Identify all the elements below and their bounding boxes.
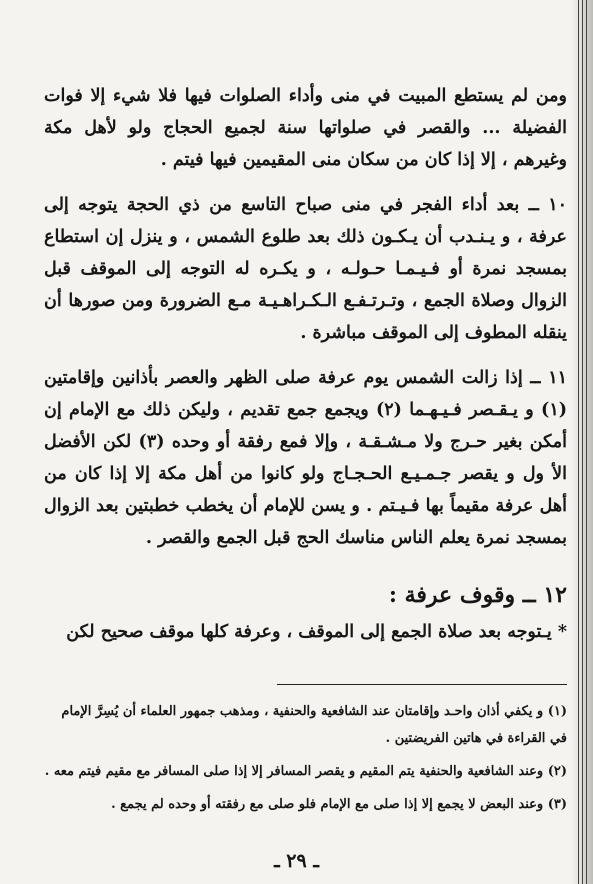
footnote-separator — [277, 684, 567, 685]
paragraph: ١١ ــ إذا زالت الشمس يوم عرفة صلى الظهر والعصر بأذانين وإقامتين (١) و يـقـصر فـيـهـما (٢) ويجمع جمع تقديم ، وليكن ذلك مع الإمام إن أمكن بغير حـرج ولا مـشـقـة ، وإلا فمع رفقة أو وحده (٣) لكن الأفضل الأ ول و يقصر جـمـيـع الحـجـاج ولو كانوا من أهل مكة إلا إذا كان من أهل عرفة مقيماً بها فـيـتم . و يسن للإمام أن يخطب خطبتين بعد الزوال بمسجد نمرة يعلم الناس مناسك الحج قبل الجمع والقصر . — [44, 368, 567, 548]
main-text — [44, 80, 567, 648]
page-edge-line — [578, 0, 579, 884]
footnote: (٢) وعند الشافعية والحنفية يتم المقيم و يقصر المسافر إلا إذا صلى المسافر مع مقيم فيتم معه . — [44, 764, 567, 779]
footnote: (١) و يكفي أذان واحـد وإقامتان عند الشافعية والحنفية ، ومذهب جمهور العلماء أن يُسِرَّ الإمام في القراءة في هاتين الفريضتين . — [61, 704, 567, 746]
section-heading: ١٢ ــ وقوف عرفة : — [388, 582, 567, 608]
page-edge-line — [582, 0, 583, 884]
section-first-line: * يـتوجه بعد صلاة الجمع إلى الموقف ، وعرفة كلها موقف صحيح لكن — [66, 622, 567, 642]
page-number: ـ ٢٩ ـ — [274, 850, 319, 872]
footnotes — [44, 698, 567, 818]
page-edge-line — [586, 0, 587, 884]
footnote: (٣) وعند البعض لا يجمع إلا إذا صلى مع الإمام فلو صلى مع رفقته أو وحده لم يجمع . — [111, 797, 567, 812]
paragraph: ١٠ ــ بعد أداء الفجر في منى صباح التاسع من ذي الحجة يتوجه إلى عرفة ، و يـنـدب أن يـكـون ذلك بعد طلوع الشمس ، و ينزل إن استطاع بمسجد نمرة أو فـيـمـا حـولـه ، و يكـره له التوجه إلى الموقف قبل الزوال وصلاة الجمع ، وتـرتـفـع الـكـراهـيـة مـع الضرورة ومن صورها أن ينقله المطوف إلى الموقف مباشرة . — [44, 195, 567, 343]
paragraph: ومن لم يستطع المبيت في منى وأداء الصلوات فيها فلا شيء إلا فوات الفضيلة ... والقصر في صلواتها سنة لجميع الحجاج ولو لأهل مكة وغيرهم ، إلا إذا كان من سكان منى المقيمين فيها فيتم . — [44, 86, 567, 170]
